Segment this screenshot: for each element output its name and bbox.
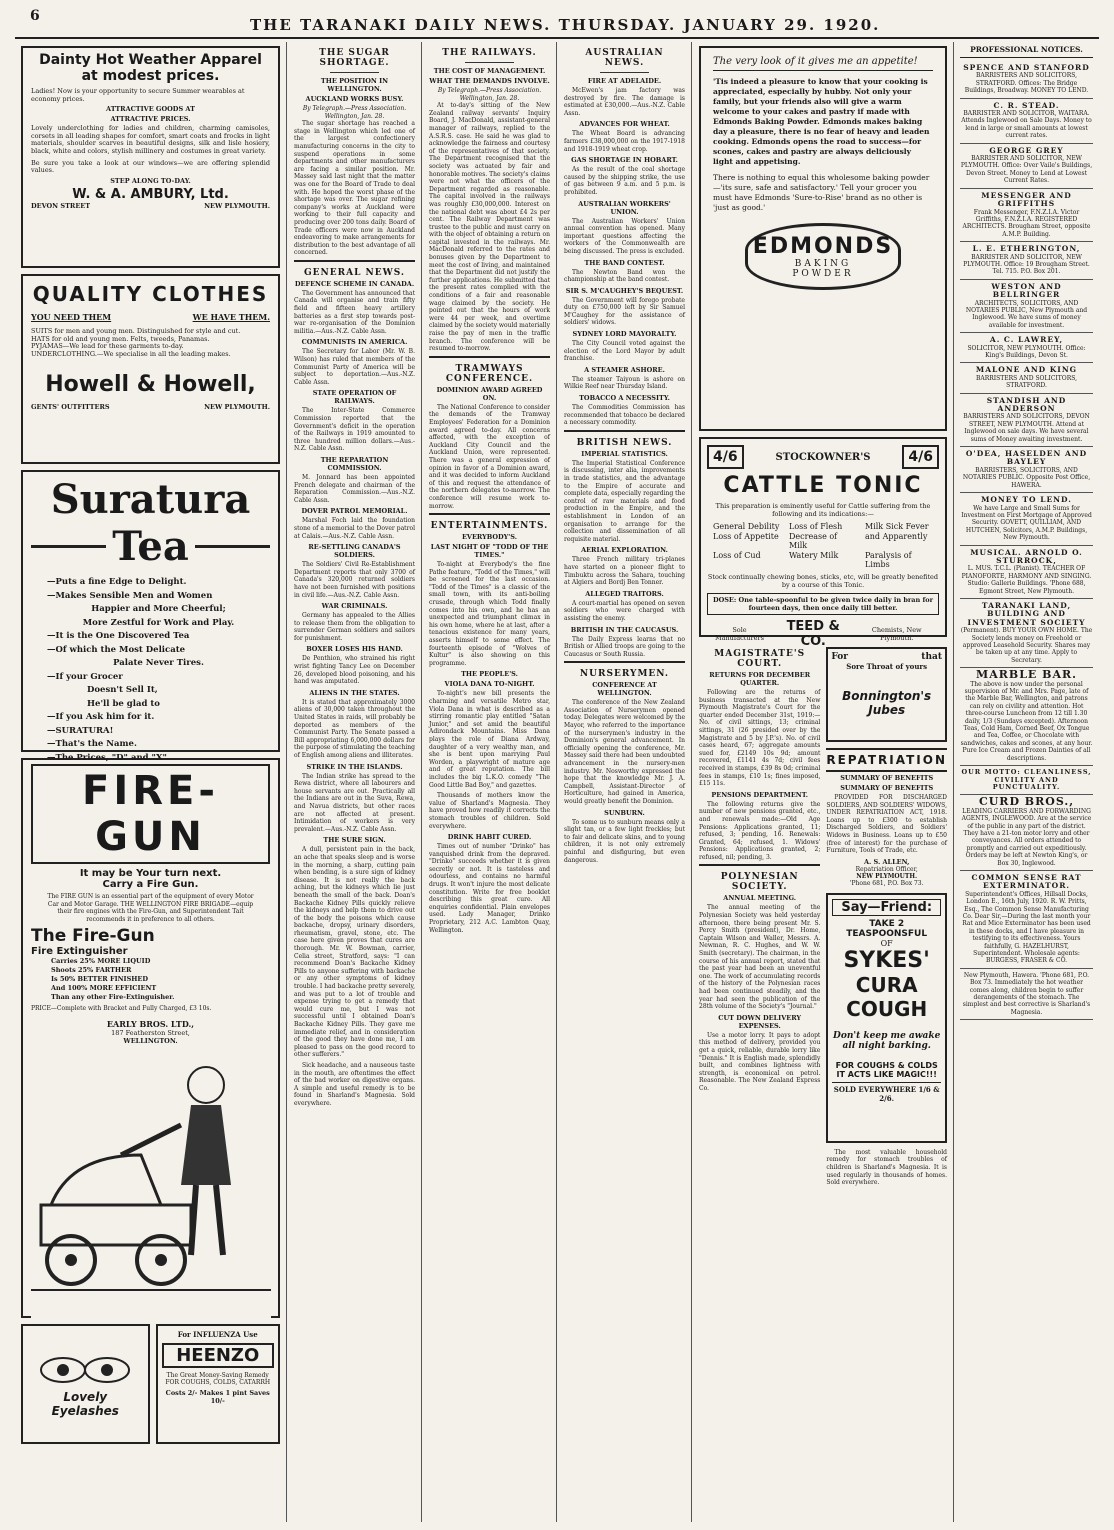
bonnington-name: Bonnington's Jubes: [842, 689, 932, 717]
sick-headache-text: Sick headache, and a nauseous taste in the mouth, are oftentimes the effect of the bad worker on digestive organs. A simple and useful remedy is to be found in Sharland's Magnesia. Sold everywhere.: [294, 1061, 415, 1107]
howell-line-1: SUITS for men and young men. Distinguished for style and cut.: [31, 327, 241, 335]
mayoralty-subhead: SYDNEY LORD MAYORALTY.: [572, 330, 677, 339]
suratura-line: —Puts a fine Edge to Delight.: [47, 577, 187, 587]
traitors-subhead: ALLEGED TRAITORS.: [585, 589, 664, 598]
notice-card: [960, 61, 1093, 99]
notice-name: C. R. STEAD.: [993, 100, 1060, 110]
band-subhead: THE BAND CONTEST.: [584, 258, 665, 267]
notice-card: [960, 394, 1093, 447]
tobacco-text: The Commodities Commission has recommended that tobacco be declared a necessary commodity.: [564, 404, 685, 427]
steamer-text: The steamer Taiyoun is ashore on Wilkie Reef near Thursday Island.: [564, 375, 685, 391]
howell-line-2: HATS for old and young men. Felts, tweeds, Panamas.: [31, 334, 210, 343]
edmonds-brand-2: BAKING: [794, 259, 852, 269]
ambury-headline-2: at modest prices.: [81, 68, 220, 84]
howell-left-slogan: YOU NEED THEM: [31, 312, 112, 322]
repatriation-role: Repatriation Officer,: [855, 865, 918, 873]
edmonds-brand: EDMONDS: [752, 234, 894, 259]
gas-text: As the result of the coal shortage caused by the shipping strike, the use of gas between 9 a.m. and 5 p.m. is prohibited.: [564, 166, 685, 196]
howell-advert: [21, 274, 280, 464]
pensions-text: The following returns give the number of new pensions granted, etc., and renewals made:—Old Age Pensions: Applications granted, 11; refused, 3; pending, 16. Renewals: Granted, 64; refused, 1. Widows' Pensions: Applications granted, 2; refused, nil; pending, 3.: [699, 800, 821, 861]
sykes-cough: COUGH: [846, 996, 928, 1021]
tramways-headline: TRAMWAYS CONFERENCE.: [445, 363, 534, 384]
notice-card: [960, 795, 1093, 871]
notice-name: GEORGE GREY: [989, 145, 1064, 155]
sykes-sold: SOLD EVERYWHERE 1/6 & 2/6.: [832, 1082, 941, 1103]
bequest-subhead: SIR S. M'CAUGHEY'S BEQUEST.: [565, 286, 684, 295]
notice-text: L. MUS. T.C.L. (Pianist). TEACHER OF PIANOFORTE, HARMONY AND SINGING. Studio: Gallerie Buildings. 'Phone 688, Egmont Street, New Plymouth.: [961, 565, 1092, 595]
howell-right-slogan: WE HAVE THEM.: [192, 312, 270, 322]
dover-text: Marshal Foch laid the foundation stone of a memorial to the Dover patrol at Calais.—Aus.-N.Z. Cable Assn.: [294, 517, 415, 540]
cattle-symptom: Milk Sick Fever: [865, 522, 929, 531]
sykes-name: SYKES': [843, 947, 930, 973]
cattle-maker: TEED & CO.: [786, 619, 840, 649]
everybodys-subhead: EVERYBODY'S.: [461, 533, 518, 542]
suratura-line: He'll be glad to: [87, 698, 160, 709]
aliens-text: It is stated that approximately 3000 aliens of 30,000 taken throughout the United States in raids, will probably be deported as members of the Communist Party. The Senate passed a Bill appropriating 6,000,000 dollars for the purpose of stimulating the teaching of English among aliens and illiterates.: [294, 698, 415, 759]
workers-subhead: AUSTRALIAN WORKERS' UNION.: [578, 199, 671, 216]
suratura-line: —That's the Name.: [47, 739, 137, 749]
notice-name: WESTON AND BELLRINGER: [991, 281, 1062, 300]
dominion-award-subhead: DOMINION AWARD AGREED ON.: [436, 385, 543, 402]
notice-name: CURD BROS.,: [978, 795, 1075, 809]
ambury-sub-1: ATTRACTIVE GOODS AT: [106, 105, 195, 114]
cattle-price-left: 4/6: [707, 445, 744, 469]
dover-subhead: DOVER PATROL MEMORIAL.: [301, 507, 408, 516]
nurserymen-text: The conference of the New Zealand Association of Nurserymen opened today. Delegates were welcomed by the Mayor, who referred to the importance of the nurserymen's industry in the Dominion's general advancement. In officially opening the conference, Mr. Massey said there had been undoubted advancement in the nursery-men industry. Mr. Nosworthy expressed the hope that the knowledge Mr. J. A. Campbell, Assistant-Director of Horticulture, had gained in America, would greatly benefit the Dominion.: [564, 699, 685, 805]
col5-left-news: [699, 643, 820, 1190]
heenzo-line: The Great Money-Saving Remedy FOR COUGHS, COLDS, CATARRH: [165, 1372, 271, 1386]
notice-text: Frank Messenger, F.N.Z.I.A. Victor Griffiths, F.N.Z.I.A. REGISTERED ARCHITECTS. Brougham Street, opposite A.M.P. Building.: [962, 208, 1091, 238]
firegun-sub-kind: Fire Extinguisher: [31, 946, 128, 958]
ambury-intro: Ladies! Now is your opportunity to secure Summer wearables at economy prices.: [31, 87, 245, 103]
cattle-symptom: Loss of Flesh: [789, 522, 843, 531]
lovely-eyelashes-text: Lovely Eyelashes: [51, 1390, 119, 1418]
suratura-line: —Makes Sensible Men and Women: [47, 590, 213, 601]
firegun-feature: And 100% MORE EFFICIENT: [51, 984, 157, 993]
bonnington-advert: [826, 647, 947, 742]
ambury-text: Lovely underclothing for ladies and children, charming camisoles, corsets in all leading shapes for comfort, smart coats and frocks in light materials, shoulder scarves in beautiful designs, silk and lisle hosiery, black, white and colors, stylish millinery and costumes in great variety.: [31, 124, 270, 155]
sunburn-subhead: SUNBURN.: [604, 808, 645, 817]
column-6-professional-notices: [953, 42, 1099, 1522]
notice-text: BARRISTER AND SOLICITOR, NEW PLYMOUTH. Office: Over Vaile's Buildings, Devon Street. Money to Lend at Lowest Current Rates.: [960, 155, 1093, 185]
cattle-sole: Sole Manufacturers: [714, 626, 764, 642]
suratura-lines: [31, 576, 270, 765]
suratura-line: —It is the One Discovered Tea: [47, 631, 190, 641]
cutdown-text: Use a motor lorry. It pays to adopt this method of delivery, provided you get a quick, reliable, durable lorry like "Dennis." It is English made, splendidly built, and combines lightness with strength, is economical on petrol. Reasonable. The New Zealand Express Co.: [699, 1031, 821, 1092]
notice-name: MUSICAL. ARNOLD O. STURROCK,: [970, 547, 1083, 565]
firegun-name: FIRE-GUN: [31, 764, 270, 864]
ambury-headline-1: Dainty Hot Weather Apparel: [39, 52, 262, 68]
firegun-town: WELLINGTON.: [123, 1036, 178, 1045]
notice-text: BARRISTERS, SOLICITORS, AND NOTARIES PUBLIC. Opposite Post Office, HAWERA.: [962, 466, 1091, 489]
notice-name: MESSENGER AND GRIFFITHS: [981, 190, 1072, 209]
heenzo-price: Costs 2/- Makes 1 pint Saves 10/-: [165, 1389, 270, 1405]
sykes-cura: CURA: [855, 972, 918, 997]
suratura-line: —The Prices, "D" and "X": [47, 752, 167, 763]
ambury-name: W. & A. AMBURY, Ltd.: [72, 186, 229, 202]
notice-card: [960, 144, 1093, 189]
caucasus-text: The Daily Express learns that no British or Allied troops are going to the Caucasus or South Russia.: [564, 635, 685, 658]
todd-subhead: LAST NIGHT OF "TODD OF THE TIMES.": [430, 543, 549, 560]
suratura-line: More Zestful for Work and Play.: [82, 617, 235, 628]
sykes-of: OF: [880, 938, 893, 948]
ambury-advert: [21, 46, 280, 268]
cutdown-subhead: CUT DOWN DELIVERY EXPENSES.: [718, 1013, 802, 1030]
professional-notices-headline: PROFESSIONAL NOTICES.: [960, 42, 1093, 58]
sykes-acts: IT ACTS LIKE MAGIC!!!: [836, 1069, 937, 1079]
firegun-car-illustration-icon: [31, 1045, 271, 1325]
cost-subhead: THE COST OF MANAGEMENT.: [433, 67, 546, 75]
notice-name: STANDISH AND ANDERSON: [986, 395, 1067, 414]
column-5-adverts: [693, 42, 953, 1522]
entertainments-headline: ENTERTAINMENTS.: [430, 521, 549, 532]
notice-name: COMMON SENSE RAT EXTERMINATOR.: [971, 872, 1082, 891]
bonnington-sore: Sore Throat of yours: [846, 662, 928, 671]
cattle-dose: DOSE: One table-spoonful to be given twice daily in bran for fourteen days, then once daily till better.: [707, 593, 939, 615]
suratura-name: Suratura: [50, 476, 251, 523]
sykes-advert: [826, 893, 947, 1143]
sykes-say: Say—Friend:: [832, 899, 941, 916]
fire-subhead: FIRE AT ADELAIDE.: [587, 77, 662, 85]
notice-card: [960, 242, 1093, 280]
notice-text: LEADING CARRIERS AND FORWARDING AGENTS, INGLEWOOD. Are at the service of the public in any part of the district. They have a 21-ton motor lorry and other conveyances. All orders attended to promptly and carried out expeditiously. Orders may be left at Newton King's, or Box 30, Inglewood.: [961, 807, 1092, 867]
strike-text: The Indian strike has spread to the Rewa district, where all labourers and house servants are out. Practically all the Indians are out in the Suva, Rewa, and Navua districts, but other races are not affected at present. Intimidation of workers is very prevalent.—Aus.-N.Z. Cable Assn.: [294, 772, 415, 833]
cattle-symptom: Loss of Cud: [713, 551, 761, 560]
cattle-chemists: Chemists, New Plymouth.: [871, 626, 922, 642]
suratura-line: Happier and More Cheerful;: [91, 604, 226, 614]
demands-subhead: WHAT THE DEMANDS INVOLVE.: [429, 77, 550, 85]
drink-text: Times out of number "Drinko" has vanquished drink from the depraved. "Drinko" succeeds whether it is given secretly or not. It is tasteless and odourless, and contains no harmful drugs. It won't injure the most delicate constitution. Write for free booklet describing this great cure. All enquiries confidential. Plain envelopes used. Lady Manager, Drinko Proprietary, 212 A.C. Lambton Quay, Wellington.: [429, 843, 550, 934]
column-3-news: [423, 42, 557, 1522]
cattle-symptom: Loss of Appetite: [713, 532, 779, 541]
defence-subhead: DEFENCE SCHEME IN CANADA.: [294, 279, 415, 288]
soldiers-subhead: RE-SETTLING CANADA'S SOLDIERS.: [308, 543, 401, 560]
firegun-feature: Carries 25% MORE LIQUID: [51, 957, 151, 966]
sharland-text: The most valuable household remedy for stomach troubles of children is Sharland's Magnesia. It is used regularly in thousands of homes. Sold everywhere.: [826, 1148, 947, 1187]
bonnington-for: For: [831, 652, 849, 662]
gas-subhead: GAS SHORTAGE IN HOBART.: [571, 156, 678, 165]
thousands-text: Thousands of mothers know the value of Sharland's Magnesia. They have proved how readily it corrects the stomach troubles of children. Sold everywhere.: [429, 792, 550, 830]
firegun-dealer: EARLY BROS. LTD.,: [106, 1018, 195, 1029]
suratura-line: —If you Ask him for it.: [47, 712, 155, 722]
ambury-town: NEW PLYMOUTH.: [204, 201, 270, 210]
sure-sign-text: A dull, persistent pain in the back, an ache that speaks sleep and is worse in the morning, a sharp, cutting pain when bending, is a sure sign of kidney disease. It is not really the back aching, but the kidneys which lie just beneath the small of the back. Doan's Backache Kidney Pills quickly relieve the kidneys and help them to drive out of the body the poisons which cause backache, dropsy, urinary disorders, rheumatism, gravel, stone, etc. The case here given proves that cures are thorough. Mr. W. Bowman, carrier, Celia street, Stratford, says: "I can recommend Doan's Backache Kidney Pills to anyone suffering with backache or any other symptoms of kidney trouble. I had backache pretty severely, and was put to a lot of trouble and expense trying to get a remedy that would cure me, but I was not successful until I obtained Doan's Backache Kidney Pills. They gave me immediate relief, and in consideration of the good they have done me, I am pleased to pass on the good record to other sufferers.": [294, 846, 415, 1059]
edmonds-brand-3: POWDER: [792, 269, 854, 279]
suratura-advert: [21, 470, 280, 763]
band-text: The Newton Band won the championship at the band contest.: [564, 268, 685, 284]
repatriation-headline: REPATRIATION: [826, 748, 947, 772]
communists-text: The Secretary for Labor (Mr. W. B. Wilson) has ruled that members of the Communist Party of America will be subject to deportation.—Aus.-N.Z. Cable Assn.: [294, 348, 415, 386]
reparation-text: M. Jonnard has been appointed French delegate and chairman of the Reparation Commission.—Aus.-N.Z. Cable Assn.: [294, 473, 415, 504]
polynesian-headline: POLYNESIAN SOCIETY.: [720, 872, 799, 893]
notice-text: BARRISTER AND SOLICITOR, WAITARA. Attends Inglewood on Sale Days. Money to lend in large or small amounts at lowest current rates.: [961, 110, 1092, 140]
tobacco-subhead: TOBACCO A NECESSITY.: [579, 394, 670, 403]
howell-town: NEW PLYMOUTH.: [204, 403, 270, 412]
notice-name: MALONE AND KING: [975, 365, 1078, 375]
notice-text: The above is now under the personal supervision of Mr. and Mrs. Page, late of the Marble Bar, Wellington, and patrons can rely on civility and attention. Hot three-course Luncheon from 12 till 1.30 daily, 1/3 (Sundays excepted). Afternoon Teas, Cold Ham, Corned Beef, Ox Tongue and Tea, Coffee, or Chocolate with sandwiches, cakes and scones, at any hour. Pure Ice Cream and Frozen Dainties of all descriptions.: [960, 680, 1093, 762]
repatriation-sub-1: SUMMARY OF BENEFITS: [840, 774, 934, 782]
howell-line-4: UNDERCLOTHING.—We specialise in all the leading makes.: [31, 349, 231, 358]
cattle-desc: This preparation is eminently useful for Cattle suffering from the following and its indications:—: [715, 502, 931, 518]
cattle-symptoms: [707, 518, 939, 573]
column-2-news: [288, 42, 422, 1522]
railways-dateline: By Telegraph.—Press Association. Wellington, Jan. 28.: [437, 87, 542, 102]
repatriation-phone: 'Phone 681, P.O. Box 73.: [849, 879, 924, 887]
notice-name: MARBLE BAR.: [976, 668, 1077, 682]
suratura-line: —If your Grocer: [47, 671, 123, 682]
firegun-turn: It may be Your turn next.: [79, 868, 222, 879]
cattle-symptom: Paralysis of Limbs: [865, 551, 912, 569]
australian-news-headline: AUSTRALIAN NEWS.: [585, 48, 664, 68]
masthead-rule: [15, 37, 1099, 39]
aliens-subhead: ALIENS IN THE STATES.: [309, 688, 400, 697]
cattle-symptom: General Debility: [713, 522, 780, 531]
eyes-icon: [35, 1350, 135, 1390]
suratura-line: Doesn't Sell It,: [87, 685, 158, 695]
workers-text: The Australian Workers' Union annual convention has opened. Many important questions affecting the workers of the Commonwealth are being discussed. The press is excluded.: [564, 217, 685, 255]
peoples-subhead: THE PEOPLE'S.: [461, 670, 518, 679]
firegun-street: 187 Featherston Street,: [111, 1028, 190, 1037]
notice-card: [960, 493, 1093, 545]
firegun-carry: Carry a Fire Gun.: [102, 879, 199, 890]
notice-name: A. C. LAWREY,: [989, 335, 1064, 345]
imperial-subhead: IMPERIAL STATISTICS.: [581, 449, 668, 458]
drink-subhead: DRINK HABIT CURED.: [447, 833, 532, 842]
heenzo-influenza: For INFLUENZA Use: [177, 1330, 258, 1339]
edmonds-tagline: The very look of it gives me an appetite!: [713, 56, 933, 71]
sugar-headline: THE SUGAR SHORTAGE.: [319, 48, 390, 68]
nurserymen-subhead: CONFERENCE AT WELLINGTON.: [592, 681, 657, 698]
edmonds-advert: [699, 46, 947, 431]
traitors-text: A court-martial has opened on seven soldiers who were charged with assisting the enemy.: [564, 599, 685, 622]
edmonds-logo: [745, 223, 901, 290]
railways-operation-subhead: STATE OPERATION OF RAILWAYS.: [312, 389, 397, 406]
everybodys-text: To-night at Everybody's the fine Pathe feature, "Todd of the Times," will be screened for the last occasion. "Todd of the Times" is a classic of the small town, with its anti-boiling crusade, through which Todd finally comes into his own, and he has an unexpected and triumphant climax in his own home, where he at last, after a tenacious existence for many years, asserts himself to some effect. The fourteenth episode of "Wolves of Kultur" is also showing on this programme.: [429, 561, 550, 667]
notice-card: [960, 546, 1093, 599]
boxer-subhead: BOXER LOSES HIS HAND.: [306, 645, 403, 654]
steamer-subhead: A STEAMER ASHORE.: [584, 365, 665, 374]
sure-sign-subhead: THE SURE SIGN.: [323, 836, 386, 845]
ambury-windows: Be sure you take a look at our windows—we are offering splendid values.: [31, 158, 270, 175]
firegun-sub-name: The Fire-Gun: [31, 926, 155, 947]
aerial-subhead: AERIAL EXPLORATION.: [581, 546, 668, 555]
notice-card: [960, 668, 1093, 766]
notice-text: BARRISTERS AND SOLICITORS, DEVON STREET, NEW PLYMOUTH. Attend at Inglewood on sale days. We have several sums of Money awaiting investment.: [963, 413, 1090, 443]
sugar-dateline: By Telegraph.—Press Association. Wellington, Jan. 28.: [302, 105, 407, 120]
communists-subhead: COMMUNISTS IN AMERICA.: [301, 338, 408, 347]
railways-text: At to-day's sitting of the New Zealand railway servants' Inquiry Board, J. MacDonald, assistant-general manager of railways, replied to the A.S.R.S. case. He said he was glad to acknowledge the fairness and courtesy of the representatives of that society. The Department recognised that the society was actuated by fair and honorable motives. The society's claims were not what the officers of the Department regarded as reasonable. The capital involved in the railways was roughly £30,000,000. Interest on the national debt was about £4 2s per cent. The Railway Department was trustee to the public and must carry on with the object of obtaining a return on capital invested in the railways. Mr. MacDonald referred to the rates and bonuses given by the Department to meet the cost of living, and maintained that the Department did not justify the further applications. He submitted that the present rates complied with the conditions of a fair and reasonable wage claimed by the society. He pointed out that the hours of work were 44 per week, and overtime claimed by the society would materially raise the pay of men in the traffic branch. The conference will be resumed to-morrow.: [429, 102, 550, 353]
peoples-text: To-night's new bill presents the charming and versatile Metro star, Viola Dana in what is described as a stirring romantic play entitled "Satan Junior," and set amid the beautiful Adirondack Mountains. Miss Dana plays the role of Diana Ardway, daughter of a very wealthy man, and she is bent upon marrying Paul Worden, a playwright of mature age and of great reputation. The bill includes the big L.K.O. comedy "The Good Little Bad Boy," and gazettes.: [429, 690, 550, 789]
bequest-text: The Government will forego probate duty on £750,000 left by Sir Samuel M'Caughey for the assistance of soldiers' widows.: [564, 296, 685, 327]
suratura-line: —Of which the Most Delicate: [47, 644, 186, 655]
magistrate-subhead: RETURNS FOR DECEMBER QUARTER.: [709, 671, 811, 687]
notice-card: [960, 189, 1093, 242]
howell-line-3: PYJAMAS—We lead for these garments to-day.: [31, 342, 184, 351]
repatriation-town: NEW PLYMOUTH.: [856, 872, 918, 880]
repatriation-text: PROVIDED FOR DISCHARGED SOLDIERS, AND SOLDIERS' WIDOWS, UNDER REPATRIATION ACT, 1918. Loans up to £300 to establish Discharged Soldiers, and Soldiers' Widows in Business. Loans up to £50 (free of interest) for the purchase of Furniture, Tools of Trade, etc.: [826, 794, 947, 855]
repatriation-sub-2: SUMMARY OF BENEFITS: [840, 784, 934, 792]
railways-operation-text: The Inter-State Commerce Commission reported that the Government's deficit in the operation of the Railways in 1919 amounted to three hundred million dollars.—Aus.-N.Z. Cable Assn.: [294, 407, 415, 453]
strike-subhead: STRIKE IN THE ISLANDS.: [306, 762, 403, 771]
edmonds-text: 'Tis indeed a pleasure to know that your cooking is appreciated, especially by hubby. Not only your family, but your friends also will give a warm welcome to your cakes and pastry if made with Edmonds Baking Powder. Edmonds makes baking day a pleasure, there is no fear of heavy and leaden cooking. Edmonds opens the road to success—for scones, cakes and pastry are always deliciously light and appetising.: [713, 77, 930, 166]
col5-right-adverts: [826, 643, 947, 1190]
suratura-tea: Tea: [112, 523, 189, 570]
column-1-adverts: [15, 42, 287, 1522]
notice-name: SPENCE AND STANFORD: [963, 63, 1090, 72]
caucasus-subhead: BRITISH IN THE CAUCASUS.: [570, 625, 679, 634]
suratura-line: —SURATURA!: [47, 725, 114, 736]
cattle-name-1: STOCKOWNER'S: [775, 451, 871, 463]
notice-card: [960, 99, 1093, 144]
firegun-feature: Is 50% BETTER FINISHED: [51, 975, 149, 984]
firegun-feature: Than any other Fire-Extinguisher.: [51, 993, 175, 1002]
heenzo-advert: [156, 1324, 281, 1444]
notice-card: [960, 447, 1093, 493]
sugar-subhead-2: AUCKLAND WORKS BUSY.: [305, 95, 404, 103]
british-news-headline: BRITISH NEWS.: [576, 437, 673, 448]
sykes-for: FOR COUGHS & COLDS: [835, 1060, 938, 1070]
repatriation-officer: A. S. ALLEN,: [863, 857, 910, 866]
heenzo-name: HEENZO: [162, 1343, 275, 1368]
polynesian-subhead: ANNUAL MEETING.: [723, 894, 797, 903]
nurserymen-headline: NURSERYMEN.: [579, 669, 670, 680]
sugar-text: The sugar shortage has reached a stage in Wellington which led one of the largest confectionery manufacturing concerns in the city to suspend operations in some departments and other manufacturers are facing a similar position. Mr. Massey said last night that the matter was one for the Board of Trade to deal with. He hoped the worst phase of the shortage was over. The sugar refining company's works at Auckland were working to their full capacity and producing over 200 tons daily. Board of Trade officers were now in Auckland endeavoring to make arrangements for distribution to the best advantage of all concerned.: [294, 120, 415, 257]
notice-name: L. E. ETHERINGTON,: [972, 244, 1081, 254]
reparation-subhead: THE REPARATION COMMISSION.: [320, 455, 389, 472]
wheat-subhead: ADVANCES FOR WHEAT.: [579, 120, 670, 129]
ambury-step: STEP ALONG TO-DAY.: [110, 176, 191, 185]
notice-text: We have Large and Small Sums for Investment on First Mortgage of Approved Security. GOVETT, QUILLIAM, AND HUTCHEN, Solicitors, A.M.P. Buildings, New Plymouth.: [961, 504, 1092, 542]
bonnington-that: that: [921, 652, 942, 662]
cattle-name-2: CATTLE TONIC: [723, 473, 923, 498]
railways-headline: THE RAILWAYS.: [442, 48, 537, 58]
cattle-symptom: and Apparently: [865, 532, 928, 541]
ambury-street: DEVON STREET: [31, 201, 91, 210]
firegun-text: The FIRE GUN is an essential part of the equipment of every Motor Car and Motor Garage. THE WELLINGTON FIRE BRIGADE—equip their fire engines with the Fire-Gun, and Superintendent Tait recommends it in preference to all others.: [47, 893, 254, 923]
edmonds-tail: There is nothing to equal this wholesome baking powder—'its sure, safe and satisfactory.' Tell your grocer you must have Edmonds 'Sure-to-Rise' brand as no other is 'just as good.': [713, 173, 930, 212]
notice-card: [960, 766, 1093, 795]
notice-text: SOLICITOR, NEW PLYMOUTH. Office: King's Buildings, Devon St.: [967, 344, 1086, 359]
lovely-eyelashes-advert: [21, 1324, 150, 1444]
page-number: 6: [30, 8, 40, 24]
notice-card: [960, 333, 1093, 363]
column-4-news: [558, 42, 692, 1522]
notice-text: Superintendent's Offices, Hillsall Docks, London E., 16th July, 1920. R. W. Pritts, Esq., The Common Sense Manufacturing Co. Dear Sir,—During the last month your Rat and Mice Exterminator has been used in these docks, and I have pleasure in testifying to its effectiveness. Yours faithfully, G. HAZELHURST, Superintendent. Wholesale agents: BURGESS, FRASER & CO.: [962, 890, 1091, 965]
aerial-text: Three French military tri-planes have started on a pioneer flight to Timbuktu across the Sahara, touching at Algiers and Bordj Ben Tonner.: [564, 556, 685, 587]
notice-card: [960, 280, 1093, 333]
notice-text: (Permanent). BUY YOUR OWN HOME. The Society lends money on Freehold or approved Leasehold Security. Shares may be taken up at any time. Apply to Secretary.: [960, 627, 1093, 664]
cattle-stock: Stock continually chewing bones, sticks, etc, will be greatly benefited by a course of this Tonic.: [707, 573, 939, 589]
howell-name: Howell & Howell,: [45, 372, 256, 398]
notice-text: ARCHITECTS, SOLICITORS, AND NOTARIES PUBLIC, New Plymouth and Inglewood. We have sums of money available for investment.: [965, 299, 1088, 329]
defence-text: The Government has announced that Canada will organise and train fifty field and fifteen heavy artillery batteries as a first step towards post-war re-organisation of the Dominion militia.—Aus.-N.Z. Cable Assn.: [294, 289, 415, 335]
cattle-price-right: 4/6: [902, 445, 939, 469]
sunburn-text: To some us to sunburn means only a slight tan, or a few light freckles; but to fair and delicate skins, and to young children, it is not only extremely painful and disfiguring, but even dangerous.: [564, 818, 685, 864]
sykes-dont: Don't keep me awake all night barking.: [833, 1030, 941, 1051]
notice-text: BARRISTERS AND SOLICITORS, STRATFORD.: [975, 374, 1078, 390]
magistrate-text: Following are the returns of business transacted at the New Plymouth Magistrate's Court for the quarter ended December 31st, 1919:—No. of civil sittings, 13; criminal sittings, 31 (26 presided over by the Magistrate and 5 by J.P.'s). No. of civil cases heard, 67; aggregate amounts sued for, £2149 10s 9d; amount recovered, £1141 4s 7d; civil fees received in stamps, £39 8s 0d; criminal fees in stamps, £10 1s; fines imposed, £15 11s.: [699, 689, 821, 788]
cattle-symptom: Watery Milk: [789, 551, 839, 560]
sugar-subhead-1: THE POSITION IN WELLINGTON.: [320, 77, 389, 93]
imperial-text: The Imperial Statistical Conference is discussing, inter alia, improvements in trade statistics, and the advantage to the Empire of accurate and complete data, especially regarding the control of raw materials and food production in the Empire, and the establishment in London of an organisation to arrange for the collection and dissemination of all requisite material.: [564, 459, 685, 543]
war-criminals-text: Germany has appealed to the Allies to release them from the obligation to surrender German soldiers and sailors for punishment.: [294, 612, 415, 642]
notice-text: BARRISTER AND SOLICITOR, NEW PLYMOUTH. Office: 19 Brougham Street. Tel. 715. P.O. Box 201.: [963, 253, 1090, 276]
masthead: [0, 0, 1114, 40]
cattle-tonic-advert: [699, 437, 947, 649]
tramways-text: The National Conference to consider the demands of the Tramway Employees' Federation for a Dominion award agreed to-day. All concerns affected, with the exception of Auckland City Council and the Auckland Union, were represented. There was a general expression of opinion in favor of a Dominion award, and it was decided to inform Auckland of this and request the attendance of the northern delegates to-morrow. The conference will resume work to-morrow.: [429, 403, 550, 510]
notice-name: MONEY TO LEND.: [981, 495, 1072, 505]
notice-text: New Plymouth, Hawera. 'Phone 681, P.O. Box 73. Immediately the hot weather comes along, children begin to suffer derangements of the stomach. The simplest and best corrective is Sharland's Magnesia.: [962, 971, 1091, 1016]
mayoralty-text: The City Council voted against the election of the Lord Mayor by adult franchise.: [564, 340, 685, 363]
notice-name: O'DEA, HASELDEN AND BAYLEY: [965, 449, 1088, 467]
notice-card: [960, 599, 1093, 668]
firegun-price: PRICE—Complete with Bracket and Fully Charged, £3 10s.: [31, 1005, 212, 1013]
viola-subhead: VIOLA DANA TO-NIGHT.: [444, 680, 535, 689]
suratura-line: Palate Never Tires.: [113, 658, 204, 668]
soldiers-text: The Soldiers' Civil Re-Establishment Department reports that only 3700 of Canada's 320,000 returned soldiers have not been furnished with positions in civil life.—Aus.-N.Z. Cable Assn.: [294, 561, 415, 599]
fire-text: McEwen's jam factory was destroyed by fire. The damage is estimated at £30,000.—Aus.-N.Z. Cable Assn.: [564, 87, 685, 117]
notice-card: [960, 969, 1093, 1020]
firegun-advert: [21, 758, 280, 1318]
notice-text: BARRISTERS AND SOLICITORS, STRATFORD. Offices: The Bridge Buildings, Broadway. MONEY TO LEND.: [964, 72, 1089, 95]
magistrate-headline: MAGISTRATE'S COURT.: [714, 649, 806, 669]
howell-outfitters: GENTS' OUTFITTERS: [31, 403, 110, 412]
notice-card: [960, 871, 1093, 969]
cattle-symptom: Decrease of Milk: [789, 532, 838, 550]
sykes-take: TAKE 2 TEASPOONSFUL: [846, 918, 928, 939]
pensions-subhead: PENSIONS DEPARTMENT.: [711, 790, 808, 799]
war-criminals-subhead: WAR CRIMINALS.: [321, 602, 388, 611]
wheat-text: The Wheat Board is advancing farmers £38,000,000 on the 1917-1918 and 1918-1919 wheat crop.: [564, 130, 685, 153]
bottom-ads-row: [21, 1324, 280, 1444]
ambury-sub-2: ATTRACTIVE PRICES.: [110, 115, 191, 124]
polynesian-text: The annual meeting of the Polynesian Society was held yesterday afternoon, there being present Mr. S. Percy Smith (president), Dr. Home, Captain Wilson and Waller, Messrs. A. Newman, R. C. Hughes, and W. W. Smith (secretary). The chairman, in the course of his annual report, stated that the past year had been an uneventful one. The work of accumulating records of the history of the Polynesian races had been continued steadily, and the year had seen the publication of the 28th volume of the Society's "Journal.": [699, 904, 821, 1011]
notice-card: [960, 363, 1093, 393]
general-news-headline: GENERAL NEWS.: [303, 267, 406, 278]
boxer-text: De Penthion, who strained his right wrist fighting Tancy Lee on December 26, developed blood poisoning, and his hand was amputated.: [294, 655, 415, 686]
newspaper-title: THE TARANAKI DAILY NEWS. THURSDAY. JANUARY 29. 1920.: [250, 16, 881, 34]
firegun-feature: Shoots 25% FARTHER: [51, 966, 132, 975]
howell-headline: QUALITY CLOTHES: [32, 282, 269, 306]
notice-name: OUR MOTTO: CLEANLINESS, CIVILITY AND PUNCTUALITY.: [961, 768, 1092, 791]
notice-name: TARANAKI LAND, BUILDING AND INVESTMENT SOCIETY: [967, 600, 1086, 627]
